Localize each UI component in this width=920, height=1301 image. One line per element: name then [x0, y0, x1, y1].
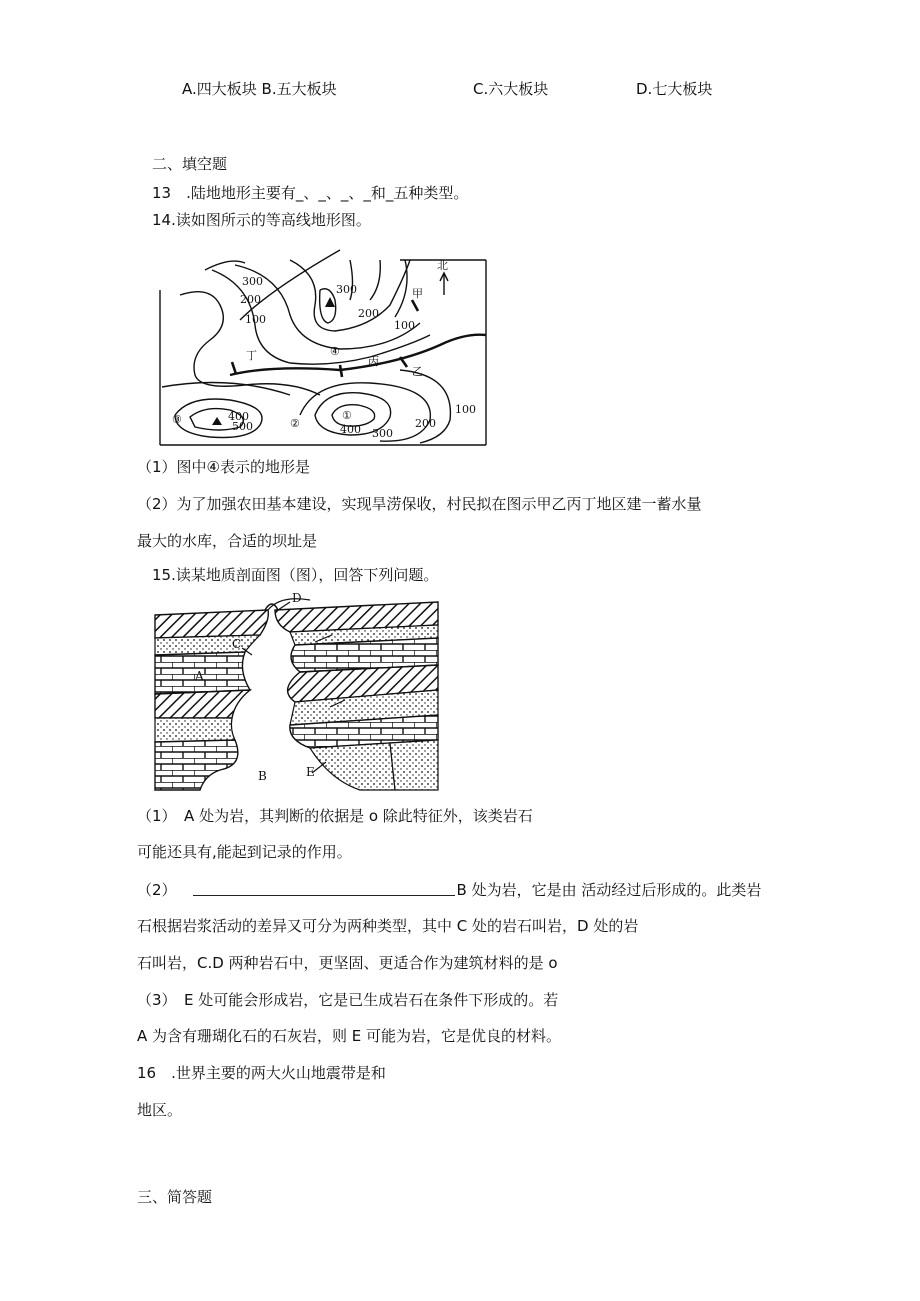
section-title-fill-in: 二、填空题	[152, 155, 228, 173]
contour-label-400b: 400	[340, 423, 361, 436]
question-14-part-2-line-2: 最大的水库，合适的坝址是	[137, 532, 318, 550]
answer-blank-line	[193, 881, 455, 896]
contour-label-400a: 400	[228, 410, 249, 423]
question-15-part-2-line-3: 石叫岩，C.D 两种岩石中，更坚固、更适合作为建筑材料的是 o	[137, 954, 558, 972]
contour-label-200c: 200	[415, 417, 436, 430]
contour-label-100c: 100	[455, 403, 476, 416]
north-label: 北	[437, 259, 448, 272]
place-label-yi: 乙	[412, 365, 423, 378]
contour-label-500: 500	[232, 420, 253, 433]
question-15-part-2-line-2: 石根据岩浆活动的差异又可分为两种类型，其中 C 处的岩石叫岩，D 处的岩	[137, 917, 639, 935]
question-15-part-3-line-1: （3） E 处可能会形成岩，它是已生成岩石在条件下形成的。若	[137, 991, 559, 1009]
question-15: 15.读某地质剖面图（图），回答下列问题。	[152, 566, 439, 584]
contour-label-100a: 100	[245, 313, 266, 326]
circled-label-1: ①	[342, 409, 352, 422]
contour-label-300c: 300	[372, 427, 393, 440]
contour-label-200a: 200	[240, 293, 261, 306]
contour-map	[150, 245, 495, 450]
place-label-ding: 丁	[246, 349, 257, 362]
label-c: C	[232, 637, 242, 651]
question-15-part-2-text: B 处为岩，它是由 活动经过后形成的。此类岩	[456, 881, 762, 899]
contour-label-100b: 100	[394, 319, 415, 332]
option-d: D.七大板块	[636, 80, 713, 98]
label-b: B	[258, 769, 267, 783]
north-arrow-icon	[440, 273, 448, 295]
question-15-part-2-line-1	[137, 880, 761, 900]
option-a-b: A.四大板块 B.五大板块	[182, 80, 337, 98]
question-13: 13 .陆地地形主要有_、_、_、_和_五种类型。	[152, 184, 469, 202]
option-c: C.六大板块	[473, 80, 549, 98]
question-14: 14.读如图所示的等高线地形图。	[152, 211, 371, 229]
question-15-part-2-prefix: （2）	[137, 881, 177, 899]
contour-label-300b: 300	[336, 283, 357, 296]
contour-label-200b: 200	[358, 307, 379, 320]
question-15-part-1-line-2: 可能还具有,能起到记录的作用。	[137, 843, 352, 861]
label-e: E	[306, 765, 315, 779]
question-16-line-2: 地区。	[137, 1101, 183, 1119]
question-14-part-1: （1）图中④表示的地形是	[137, 458, 310, 476]
contour-label-300a: 300	[242, 275, 263, 288]
place-label-jia: 甲	[412, 287, 423, 300]
section-title-short-answer: 三、简答题	[137, 1188, 213, 1206]
label-a: A	[195, 669, 204, 683]
geologic-cross-section	[150, 590, 440, 795]
question-16-line-1: 16 .世界主要的两大火山地震带是和	[137, 1064, 386, 1082]
question-15-part-3-line-2: A 为含有珊瑚化石的石灰岩，则 E 可能为岩，它是优良的材料。	[137, 1027, 562, 1045]
question-15-part-1-line-1: （1） A 处为岩，其判断的依据是 o 除此特征外，该类岩石	[137, 807, 533, 825]
label-d: D	[292, 591, 302, 605]
place-label-bing: 丙	[368, 355, 379, 368]
circled-label-3: ③	[172, 413, 182, 426]
circled-label-2: ②	[290, 417, 300, 430]
circled-label-4: ④	[330, 345, 340, 358]
question-14-part-2-line-1: （2）为了加强农田基本建设，实现旱涝保收，村民拟在图示甲乙丙丁地区建一蓄水量	[137, 495, 702, 513]
